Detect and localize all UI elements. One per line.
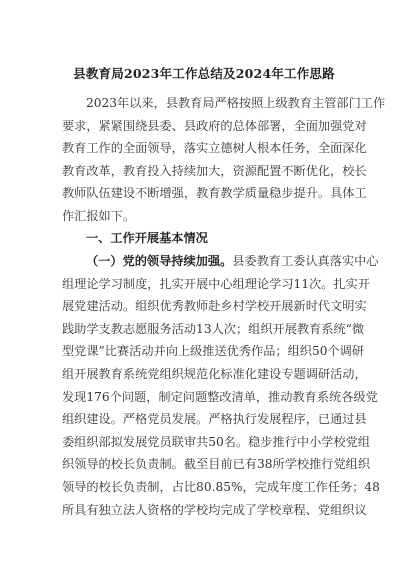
text-line: 组理论学习制度，扎实开展中心组理论学习11次。扎实开 (62, 276, 371, 291)
text-line: 组织建设。严格党员发展。严格执行发展程序，已通过县 (62, 412, 367, 427)
text-line: 领导的校长负责制，占比80.85%，完成年度工作任务；48 (62, 479, 380, 494)
section-heading: 一、工作开展基本情况 (86, 231, 208, 245)
text-line: 教师队伍建设不断增强，教育教学质量稳步提升。具体工 (62, 186, 367, 201)
text-line: 教育工作的全面领导，落实立德树人根本任务，全面深化 (62, 141, 367, 156)
text-line (62, 250, 379, 273)
text-line: 组开展教育系统党组织规范化标准化建设专题调研活动， (62, 366, 367, 381)
text-line: 所具有独立法人资格的学校均完成了学校章程、党组织议 (62, 502, 367, 517)
text-line: 2023年以来，县教育局严格按照上级教育主管部门工作 (86, 96, 386, 110)
text-line: 践助学支教志愿服务活动13人次；组织开展教育系统“微 (62, 321, 365, 336)
text-line: 作汇报如下。 (62, 208, 136, 223)
text-line: 发现176个问题，制定问题整改清单，推动教育系统各级党 (62, 389, 378, 404)
sub-section-heading: （一）党的领导持续加强。 (86, 254, 233, 268)
text-line: 要求，紧紧围绕县委、县政府的总体部署，全面加强党对 (62, 118, 367, 133)
text-line: 织领导的校长负责制。截至目前已有38所学校推行党组织 (62, 457, 371, 472)
text-line: 型党课”比赛活动并向上级推送优秀作品；组织50个调研 (62, 344, 365, 359)
text-fragment: 县委教育工委认真落实中心 (232, 254, 379, 268)
text-line: 委组织部拟发展党员联审共50名。稳步推行中小学校党组 (62, 434, 371, 449)
document-title: 县教育局2023年工作总结及2024年工作思路 (73, 66, 335, 81)
intro-paragraph (62, 92, 386, 228)
section-1-heading-block (62, 227, 347, 250)
text-line: 展党建活动。组织优秀教师赴乡村学校开展新时代文明实 (62, 299, 367, 314)
sub-section-1-paragraph (62, 250, 380, 521)
text-line: 教育改革，教育投入持续加大，资源配置不断优化，校长 (62, 163, 367, 178)
